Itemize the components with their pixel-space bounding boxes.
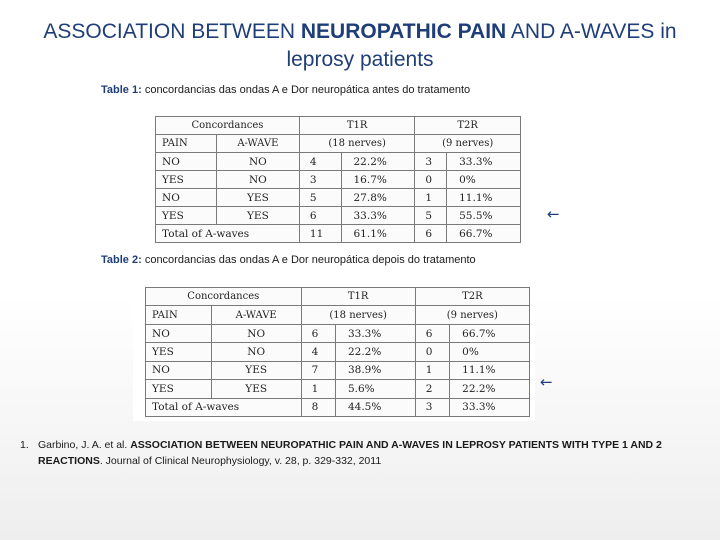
table2-cell-awave: YES (211, 380, 301, 398)
table-row (146, 343, 530, 361)
slide-title (20, 18, 700, 74)
title-part-1: ASSOCIATION BETWEEN (43, 20, 301, 43)
table2-total-t1r-p: 44.5% (335, 398, 415, 416)
table1-cell-t1r-p: 22.2% (341, 153, 415, 171)
table-row (146, 324, 530, 342)
table2-header-pain: PAIN (146, 306, 212, 324)
table1 (155, 116, 521, 243)
table1-total-t1r-n: 11 (299, 225, 341, 243)
arrow-left-icon: ← (540, 373, 553, 391)
table2-cell-t2r-p: 0% (450, 343, 530, 361)
table2-cell-t2r-n: 2 (415, 380, 449, 398)
table-row (156, 171, 521, 189)
table2-cell-pain: YES (146, 380, 212, 398)
table1-header-t1r: T1R (299, 117, 414, 135)
table1-cell-t1r-p: 16.7% (341, 171, 415, 189)
table1-header-t1r-sub: (18 nerves) (299, 135, 414, 153)
table2-cell-t1r-n: 4 (301, 343, 335, 361)
table2-cell-t1r-p: 5.6% (335, 380, 415, 398)
table2-header-awave: A-WAVE (211, 306, 301, 324)
table-total-row (156, 225, 521, 243)
table2-total-t2r-n: 3 (415, 398, 449, 416)
table1-caption-label: Table 1: (101, 84, 142, 96)
table2-cell-t1r-p: 38.9% (335, 361, 415, 379)
table2-cell-pain: NO (146, 361, 212, 379)
reference-title: ASSOCIATION BETWEEN NEUROPATHIC PAIN AND A-WAVES IN LEPROSY PATIENTS WITH TYPE 1 AND 2 REACTIONS (38, 439, 662, 467)
table1-caption (101, 84, 470, 96)
table-row (146, 380, 530, 398)
table2-caption-label: Table 2: (101, 254, 142, 266)
table1-cell-t1r-n: 3 (299, 171, 341, 189)
reference (20, 437, 710, 469)
table-row (156, 207, 521, 225)
table1-cell-t2r-p: 33.3% (447, 153, 521, 171)
table2-cell-t1r-n: 1 (301, 380, 335, 398)
table1-cell-t1r-n: 5 (299, 189, 341, 207)
table2-header-t1r-sub: (18 nerves) (301, 306, 415, 324)
table1-cell-t2r-p: 0% (447, 171, 521, 189)
reference-rest: . Journal of Clinical Neurophysiology, v. 28, p. 329-332, 2011 (99, 455, 382, 467)
table1-header-pain: PAIN (156, 135, 217, 153)
table2-header-t2r: T2R (415, 288, 529, 306)
table1-cell-awave: NO (216, 153, 299, 171)
table-row (156, 189, 521, 207)
table1-total-t2r-p: 66.7% (447, 225, 521, 243)
table2-header-t2r-sub: (9 nerves) (415, 306, 529, 324)
table1-total-t2r-n: 6 (415, 225, 447, 243)
table2-cell-t2r-p: 11.1% (450, 361, 530, 379)
table1-cell-t2r-p: 11.1% (447, 189, 521, 207)
table2-cell-t2r-p: 22.2% (450, 380, 530, 398)
title-part-2: AND A-WAVES in leprosy patients (286, 20, 677, 71)
table2-total-t1r-n: 8 (301, 398, 335, 416)
table2-cell-t2r-n: 1 (415, 361, 449, 379)
table1-header-concordances: Concordances (156, 117, 300, 135)
table2-caption (101, 254, 476, 266)
arrow-left-icon: ← (547, 205, 560, 223)
table-row (156, 153, 521, 171)
table1-cell-t1r-n: 4 (299, 153, 341, 171)
table1-cell-t2r-n: 0 (415, 171, 447, 189)
table1-caption-text: concordancias das ondas A e Dor neuropática antes do tratamento (141, 84, 471, 96)
table2-total-t2r-p: 33.3% (450, 398, 530, 416)
table1-cell-t1r-p: 27.8% (341, 189, 415, 207)
table1-cell-t1r-n: 6 (299, 207, 341, 225)
table1-cell-t2r-p: 55.5% (447, 207, 521, 225)
table2-cell-pain: NO (146, 324, 212, 342)
table1-header-t2r-sub: (9 nerves) (415, 135, 521, 153)
table1-total-label: Total of A-waves (156, 225, 300, 243)
table1-cell-awave: YES (216, 207, 299, 225)
table1-total-t1r-p: 61.1% (341, 225, 415, 243)
table1-cell-pain: YES (156, 207, 217, 225)
table2-cell-pain: YES (146, 343, 212, 361)
table1-cell-pain: NO (156, 189, 217, 207)
table2-header-concordances: Concordances (146, 288, 302, 306)
table1-image (133, 110, 540, 246)
table1-cell-t2r-n: 3 (415, 153, 447, 171)
table1-cell-pain: YES (156, 171, 217, 189)
reference-body (38, 437, 710, 469)
table1-header-t2r: T2R (415, 117, 521, 135)
table2-image (133, 282, 535, 421)
table2-cell-t1r-n: 6 (301, 324, 335, 342)
table2 (145, 287, 530, 417)
title-bold-part: NEUROPATHIC PAIN (300, 20, 507, 43)
table2-cell-t2r-p: 66.7% (450, 324, 530, 342)
table1-cell-t2r-n: 1 (415, 189, 447, 207)
table1-cell-awave: YES (216, 189, 299, 207)
table1-header-awave: A-WAVE (216, 135, 299, 153)
table1-cell-awave: NO (216, 171, 299, 189)
table2-cell-t1r-n: 7 (301, 361, 335, 379)
reference-authors: Garbino, J. A. et al. (38, 439, 131, 451)
table2-cell-t2r-n: 6 (415, 324, 449, 342)
table2-cell-awave: NO (211, 343, 301, 361)
table2-cell-awave: NO (211, 324, 301, 342)
table-total-row (146, 398, 530, 416)
table2-cell-t2r-n: 0 (415, 343, 449, 361)
table2-cell-awave: YES (211, 361, 301, 379)
table2-header-t1r: T1R (301, 288, 415, 306)
table2-caption-text: concordancias das ondas A e Dor neuropática depois do tratamento (141, 254, 476, 266)
table2-cell-t1r-p: 22.2% (335, 343, 415, 361)
table1-cell-pain: NO (156, 153, 217, 171)
table1-cell-t2r-n: 5 (415, 207, 447, 225)
table1-cell-t1r-p: 33.3% (341, 207, 415, 225)
table2-total-label: Total of A-waves (146, 398, 302, 416)
table2-cell-t1r-p: 33.3% (335, 324, 415, 342)
table-row (146, 361, 530, 379)
reference-index: 1. (20, 439, 29, 451)
